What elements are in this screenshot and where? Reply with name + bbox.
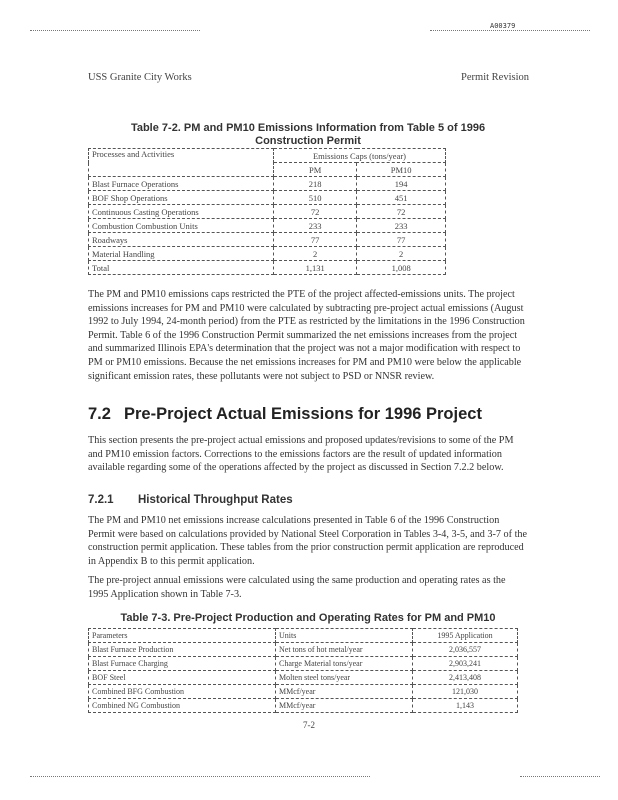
process-cell: Blast Furnace Operations [89,177,274,191]
parameter-cell: Combined NG Combustion [89,699,276,713]
pm-value-cell: 77 [274,233,357,247]
process-cell: BOF Shop Operations [89,191,274,205]
section-title: Pre-Project Actual Emissions for 1996 Project [124,405,482,423]
process-cell: Continuous Casting Operations [89,205,274,219]
table1-title-line2: Construction Permit [255,135,361,147]
pm10-value-cell: 2 [357,247,446,261]
table-row [89,261,446,275]
table-row [89,671,518,685]
parameter-cell: Combined BFG Combustion [89,685,276,699]
subsection-number: 7.2.1 [88,494,114,506]
scan-artifact-top-right [430,30,590,31]
scan-artifact-top-left [30,30,200,31]
pm10-value-cell: 233 [357,219,446,233]
units-cell: Charge Material tons/year [276,657,413,671]
pm10-value-cell: 77 [357,233,446,247]
units-cell: Net tons of hot metal/year [276,643,413,657]
table-row [89,685,518,699]
col-processes: Processes and Activities [89,149,274,177]
production-rates-table [88,628,518,713]
units-cell: MMcf/year [276,685,413,699]
process-cell: Material Handling [89,247,274,261]
section-number: 7.2 [88,405,111,423]
units-cell: Molten steel tons/year [276,671,413,685]
table-row [89,177,446,191]
table-row [89,219,446,233]
process-cell: Combustion Combustion Units [89,219,274,233]
pm10-value-cell: 194 [357,177,446,191]
paragraph-pre-project: The pre-project annual emissions were calculated using the same production and operating rates as the 1995 Application shown in Table 7-3. [88,575,506,600]
application-value-cell: 2,036,557 [413,643,518,657]
col-parameters: Parameters [89,629,276,643]
application-value-cell: 1,143 [413,699,518,713]
section-heading-7-2 [88,405,482,424]
process-cell: Total [89,261,274,275]
col-pm: PM [274,163,357,177]
application-value-cell: 2,903,241 [413,657,518,671]
col-emissions-caps: Emissions Caps (tons/year) [274,149,446,163]
page-number: 7-2 [303,720,315,730]
pm10-value-cell: 451 [357,191,446,205]
table-row [89,191,446,205]
subsection-title: Historical Throughput Rates [138,494,293,506]
table-row [89,657,518,671]
application-value-cell: 2,413,408 [413,671,518,685]
process-cell: Roadways [89,233,274,247]
table-row [89,699,518,713]
table-row [89,233,446,247]
pm-value-cell: 233 [274,219,357,233]
scan-artifact-bottom-right [520,776,600,777]
paragraph-throughput: The PM and PM10 net emissions increase calculations presented in Table 6 of the 1996 Construction Permit were based on calculations provided by National Steel Corporation in Tables 3-4, 3-5, and 3-7 of the construction permit application. These tables from the prior construction permit application are reproduced in Appendix B to this permit application. [88,515,528,567]
paragraph-section-intro: This section presents the pre-project actual emissions and proposed updates/revisions to some of the PM and PM10 emission factors. Corrections to the emissions factors are the result of updated information available regarding some of the operations affected by the project as discussed in Section 7.2.2 below. [88,435,514,474]
table-row [89,247,446,261]
header-right: Permit Revision [461,72,529,83]
table-row [89,205,446,219]
pm-value-cell: 218 [274,177,357,191]
table2-title: Table 7-3. Pre-Project Production and Operating Rates for PM and PM10 [120,612,496,624]
table-row [89,643,518,657]
col-pm10: PM10 [357,163,446,177]
bates-stamp: A00379 [490,22,516,30]
emissions-table [88,148,446,275]
pm-value-cell: 72 [274,205,357,219]
pm10-value-cell: 72 [357,205,446,219]
parameter-cell: Blast Furnace Charging [89,657,276,671]
scan-artifact-bottom-left [30,776,370,777]
pm-value-cell: 1,131 [274,261,357,275]
application-value-cell: 121,030 [413,685,518,699]
table1-title-line1: Table 7-2. PM and PM10 Emissions Information from Table 5 of 1996 [130,122,486,134]
col-units: Units [276,629,413,643]
header-left: USS Granite City Works [88,72,192,83]
parameter-cell: Blast Furnace Production [89,643,276,657]
pm-value-cell: 510 [274,191,357,205]
units-cell: MMcf/year [276,699,413,713]
table1-title [88,122,528,148]
paragraph-emissions-caps: The PM and PM10 emissions caps restricted the PTE of the project affected-emissions units. The project emissions increases for PM and PM10 were calculated by subtracting pre-project actual emissions (August 1992 to July 1994, 24-month period) from the PTE as restricted by the limitations in the 1996 Construction Permit. Table 6 of the 1996 Construction Permit summarized the net emissions increases from the project and summarized Illinois EPA's determination that the project was not a major modification with respect to PM or PM10 emissions. Because the net emissions increases for PM and PM10 were below the applicable significant emission rates, these pollutants were not subject to PSD or NNSR review. [88,289,525,382]
col-1995-application: 1995 Application [413,629,518,643]
pm10-value-cell: 1,008 [357,261,446,275]
pm-value-cell: 2 [274,247,357,261]
parameter-cell: BOF Steel [89,671,276,685]
section-heading-7-2-1 [88,494,293,506]
